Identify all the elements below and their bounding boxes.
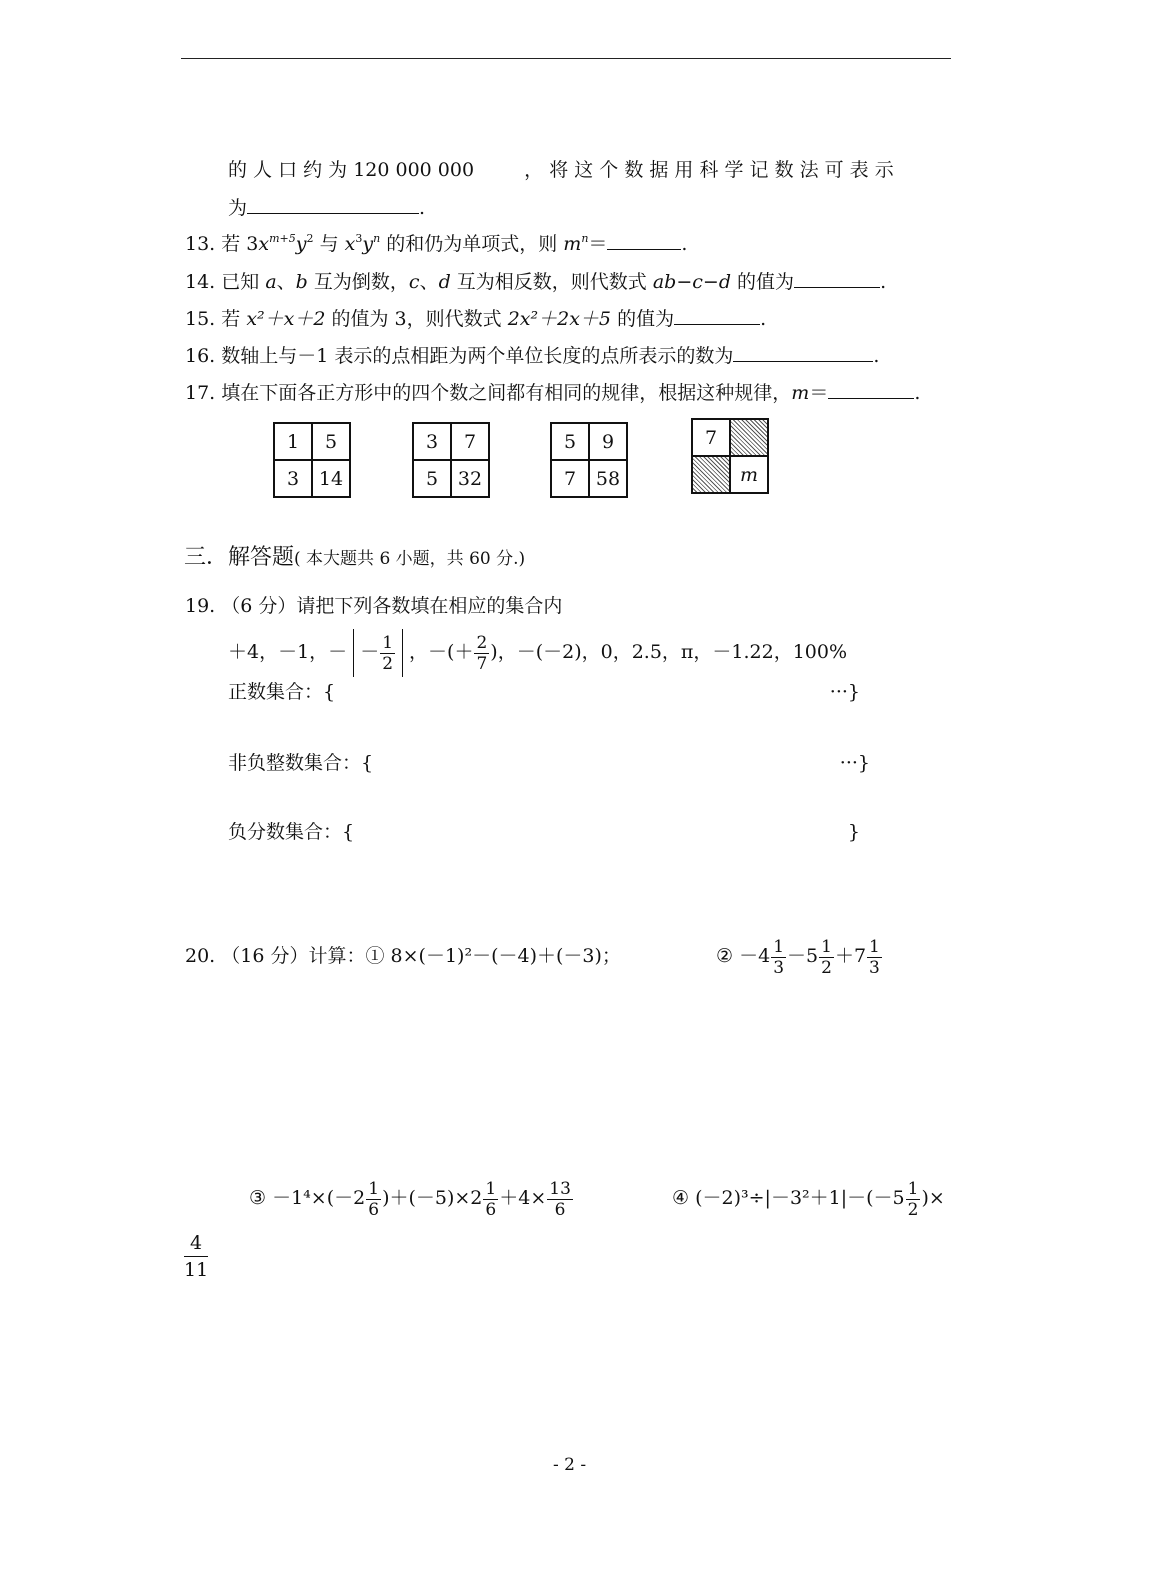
q19-number: 19. (185, 595, 216, 617)
q15-expression-2: 2x²＋2x＋5 (507, 308, 612, 330)
q14-var-b: b (295, 271, 308, 293)
grid-cell: 7 (692, 419, 730, 456)
q17-text: 填在下面各正方形中的四个数之间都有相同的规律，根据这种规律， (221, 382, 792, 404)
question-14 (185, 269, 886, 295)
q13-exp-4: n (373, 232, 381, 245)
set-nonnegative-integer (228, 750, 870, 776)
q14-expression: ab−c−d (652, 271, 731, 293)
q16-period: . (873, 345, 880, 367)
q14-answer-blank[interactable] (794, 269, 880, 288)
question-17 (185, 380, 920, 406)
q13-exp-1: m+5 (269, 232, 296, 245)
q20-p3-a: －1⁴×(－2 (272, 1187, 366, 1209)
q20-p2-b: －5 (787, 945, 819, 967)
q19-title: （6 分）请把下列各数填在相应的集合内 (221, 595, 563, 617)
q12-text-wei: 为 (228, 197, 248, 219)
q20-number: 20. (185, 945, 216, 967)
q14-number: 14. (185, 271, 216, 293)
q12-period: . (419, 197, 426, 219)
q14-sep-2: 、 (419, 271, 439, 293)
q13-text-c: 的和仍为单项式，则 (386, 233, 558, 255)
q12-text-a: 的 人 口 约 为 120 000 000 (228, 159, 475, 181)
number-grid-2 (412, 422, 490, 498)
fraction-two-sevenths (474, 633, 489, 674)
q17-answer-blank[interactable] (828, 380, 914, 399)
grid-cell: 32 (451, 460, 489, 497)
set-positive-label: 正数集合：{ (228, 681, 336, 703)
q19-minus: － (360, 641, 380, 663)
frac-den: 3 (773, 957, 785, 978)
grid-cell: 7 (451, 423, 489, 460)
q17-equals: ＝ (809, 382, 829, 404)
grid-cell-m (730, 456, 768, 493)
q20-p4-b: )× (921, 1187, 945, 1209)
section-title: 三．解答题 (184, 545, 295, 570)
frac-den: 2 (382, 653, 394, 674)
set-negative-fraction (228, 819, 860, 845)
fraction (366, 1179, 381, 1220)
q17-period: . (914, 382, 921, 404)
q20-part4-trailing-fraction (183, 1230, 209, 1283)
frac-num: 2 (476, 632, 488, 653)
q20-part3 (249, 1170, 574, 1226)
q14-text: 已知 (221, 271, 260, 293)
q12-answer-blank[interactable] (247, 195, 419, 214)
grid-cell: 7 (551, 460, 589, 497)
q13-var-y: y (295, 233, 307, 255)
question-16 (185, 343, 879, 369)
q13-text-b: 与 (319, 233, 339, 255)
q20-title: （16 分）计算：① (221, 945, 385, 967)
q13-period: . (681, 233, 688, 255)
q12-text-b: ， 将 这 个 数 据 用 科 学 记 数 法 可 表 示 (524, 159, 894, 181)
q20-part3-label: ③ (249, 1187, 267, 1209)
q13-var-y2: y (362, 233, 374, 255)
q14-text-4: 互为相反数，则代数式 (456, 271, 647, 293)
q14-var-c: c (408, 271, 420, 293)
q14-var-d: d (438, 271, 451, 293)
hatched-cell (692, 456, 730, 493)
frac-den: 6 (485, 1199, 497, 1220)
frac-den: 11 (184, 1259, 209, 1281)
q15-text-a: 若 (221, 308, 241, 330)
frac-num: 1 (485, 1178, 497, 1199)
q20-p3-c: ＋4× (499, 1187, 547, 1209)
q13-number: 13. (185, 233, 216, 255)
q20-p4-a: (－2)³÷|－3²＋1|－(－5 (695, 1187, 905, 1209)
q19-numbers-part2: ，－(＋ (409, 641, 474, 663)
q20-part4-label: ④ (672, 1187, 690, 1209)
q16-answer-blank[interactable] (733, 343, 873, 362)
fraction (906, 1179, 921, 1220)
q14-text-5: 的值为 (737, 271, 795, 293)
q19-numbers-part1: ＋4，－1，－ (228, 641, 348, 663)
q12-line1 (228, 157, 894, 183)
grid-cell: 3 (413, 423, 451, 460)
q13-var-x2: x (344, 233, 356, 255)
q12-line2 (228, 195, 425, 221)
q13-var-x: x (258, 233, 270, 255)
set-nonneg-end: ···} (839, 752, 870, 774)
grid-cell: 5 (312, 423, 350, 460)
frac-num: 1 (368, 1178, 380, 1199)
frac-den: 2 (907, 1199, 919, 1220)
fraction (771, 937, 786, 978)
q17-number: 17. (185, 382, 216, 404)
q15-text-c: 的值为 (617, 308, 675, 330)
frac-num: 1 (907, 1178, 919, 1199)
fraction (867, 937, 882, 978)
set-positive (228, 679, 860, 705)
q14-var-a: a (265, 271, 277, 293)
fraction-four-elevenths (184, 1230, 208, 1283)
frac-num: 13 (549, 1178, 571, 1199)
set-negfrac-end: } (847, 821, 860, 843)
fraction (483, 1179, 498, 1220)
q16-number: 16. (185, 345, 216, 367)
abs-bar-left (353, 629, 354, 677)
grid-cell: 58 (589, 460, 627, 497)
set-nonneg-label: 非负整数集合：{ (228, 752, 374, 774)
q14-period: . (880, 271, 887, 293)
page-number: - 2 - (553, 1455, 587, 1475)
section-note: ( 本大题共 6 小题，共 60 分.) (294, 549, 526, 569)
grid-cell: 5 (413, 460, 451, 497)
header-rule (181, 58, 951, 59)
grid-var-m: m (739, 463, 759, 486)
q20-part2 (716, 928, 883, 984)
section-3-heading (184, 540, 525, 571)
q14-sep-1: 、 (276, 271, 296, 293)
q15-expression-1: x²＋x＋2 (246, 308, 326, 330)
grid-cell: 5 (551, 423, 589, 460)
question-20 (185, 943, 621, 969)
number-grid-1 (273, 422, 351, 498)
q20-p2-c: ＋7 (834, 945, 867, 967)
q19-numbers-part3: )，－(－2)，0，2.5，π，－1.22，100% (490, 641, 848, 663)
fraction (819, 937, 834, 978)
frac-num: 1 (869, 936, 880, 957)
fraction (547, 1179, 573, 1220)
frac-num: 1 (821, 936, 832, 957)
q14-text-2: 互为倒数， (313, 271, 409, 293)
fraction-one-half (380, 633, 395, 674)
grid-cell: 9 (589, 423, 627, 460)
frac-num: 1 (773, 936, 785, 957)
q20-part1: 8×(－1)²－(－4)＋(－3)； (390, 945, 621, 967)
q15-answer-blank[interactable] (674, 306, 760, 325)
frac-den: 3 (869, 957, 880, 978)
abs-bar-right (402, 629, 403, 677)
q16-text: 数轴上与－1 表示的点相距为两个单位长度的点所表示的数为 (221, 345, 734, 367)
q13-answer-blank[interactable] (607, 231, 681, 250)
set-positive-end: ···} (829, 681, 860, 703)
hatched-cell (730, 419, 768, 456)
q20-p3-b: )＋(－5)×2 (382, 1187, 483, 1209)
frac-den: 7 (476, 653, 488, 674)
number-grid-3 (550, 422, 628, 498)
frac-den: 6 (554, 1199, 566, 1220)
frac-den: 2 (821, 957, 832, 978)
question-19-title (185, 593, 562, 619)
q13-var-m: m (563, 233, 582, 255)
q20-part2-label: ② (716, 945, 734, 967)
set-negfrac-label: 负分数集合：{ (228, 821, 355, 843)
q13-exp-5: n (581, 232, 589, 245)
q19-numbers (228, 624, 847, 680)
q17-var-m: m (791, 382, 810, 404)
q20-part4 (672, 1170, 945, 1226)
grid-cell: 1 (274, 423, 312, 460)
grid-cell: 14 (312, 460, 350, 497)
q15-period: . (760, 308, 767, 330)
grid-cell: 3 (274, 460, 312, 497)
q20-p2-a: －4 (739, 945, 771, 967)
question-15 (185, 306, 766, 332)
frac-num: 1 (382, 632, 394, 653)
q13-exp-3: 3 (355, 232, 363, 245)
q13-exp-2: 2 (306, 232, 314, 245)
number-grid-4 (691, 418, 769, 494)
frac-den: 6 (368, 1199, 380, 1220)
q13-equals: ＝ (588, 233, 608, 255)
question-13 (185, 231, 687, 257)
q13-text-a: 若 3 (221, 233, 259, 255)
q15-number: 15. (185, 308, 216, 330)
frac-num: 4 (184, 1230, 208, 1257)
q15-text-b: 的值为 3，则代数式 (331, 308, 502, 330)
